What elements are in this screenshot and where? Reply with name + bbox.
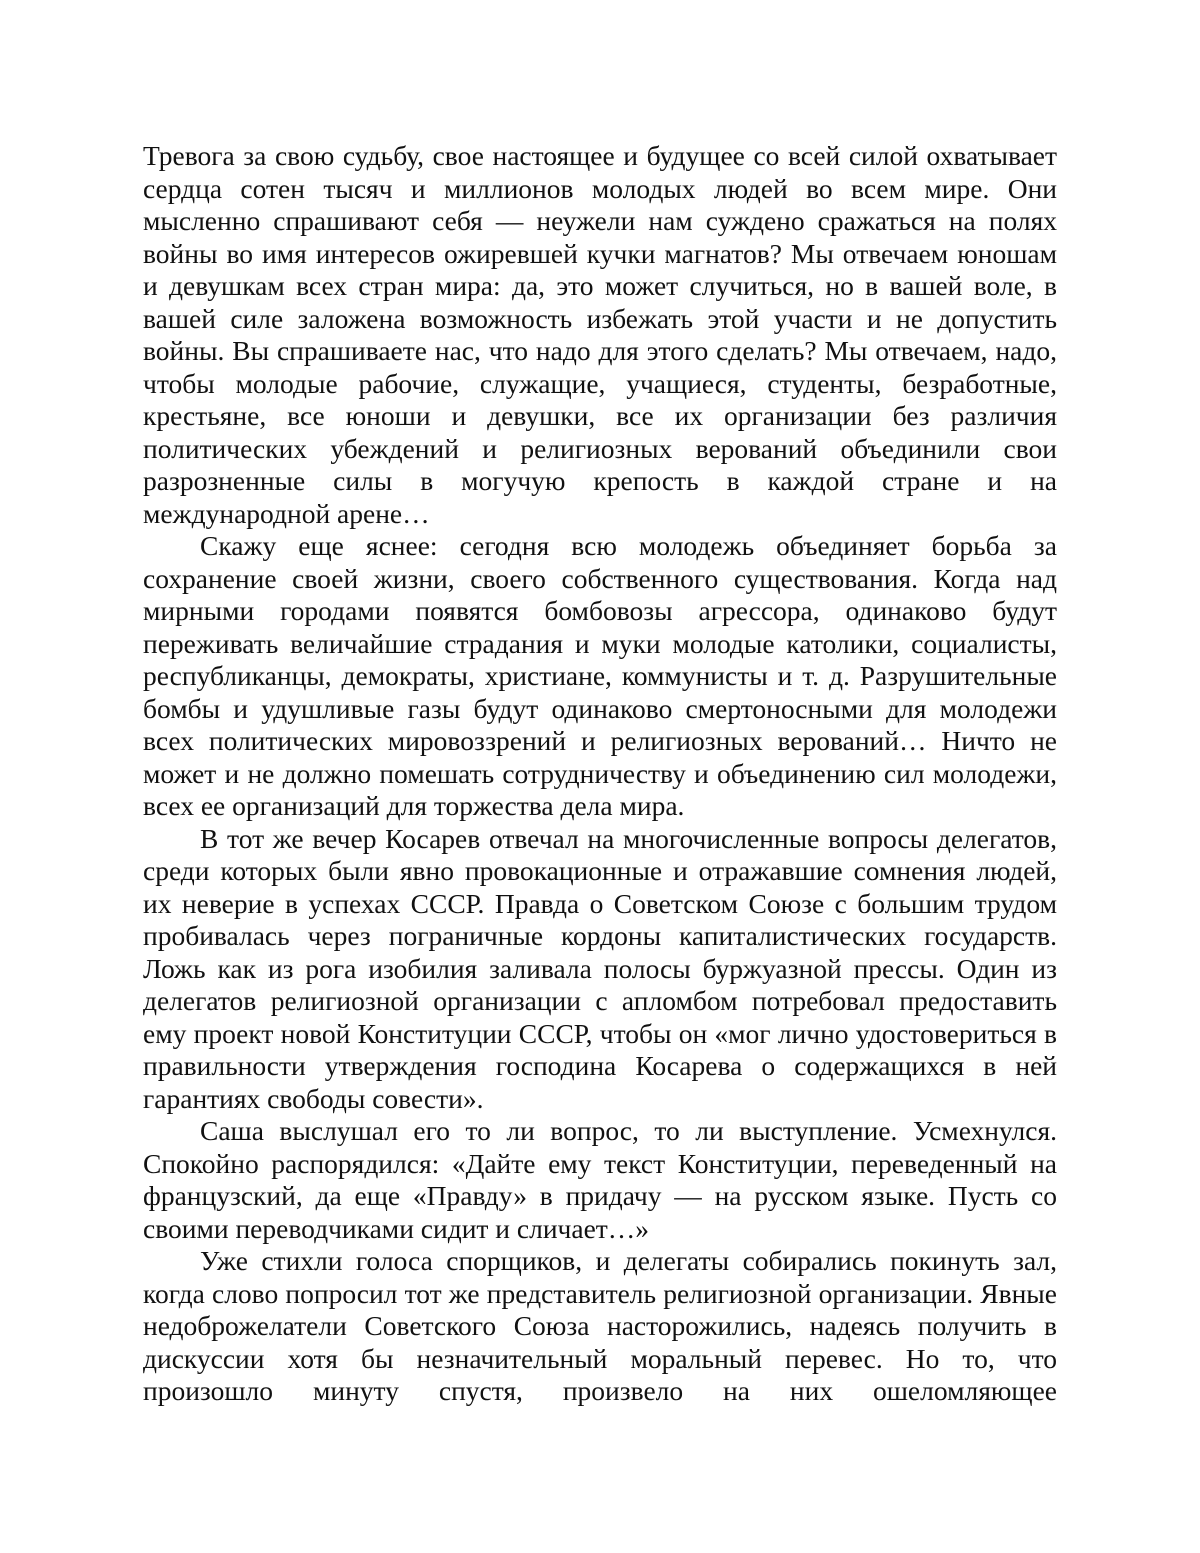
paragraph-4: Саша выслушал его то ли вопрос, то ли выступление. Усмехнулся. Спокойно распорядился: «Дайте ему текст Конституции, переведенный на французский, да еще «Правду» в придачу — на русском языке. Пусть со своими переводчиками сидит и сличает…» <box>143 1115 1057 1244</box>
paragraph-2: Скажу еще яснее: сегодня всю молодежь объединяет борьба за сохранение своей жизни, своего собственного существования. Когда над мирными городами появятся бомбовозы агрессора, одинаково будут переживать величайшие страдания и муки молодые католики, социалисты, республиканцы, демократы, христиане, коммунисты и т. д. Разрушительные бомбы и удушливые газы будут одинаково смертоносными для молодежи всех политических мировоззрений и религиозных верований… Ничто не может и не должно помешать сотрудничеству и объединению сил молодежи, всех ее организаций для торжества дела мира. <box>143 530 1057 821</box>
paragraph-5: Уже стихли голоса спорщиков, и делегаты собирались покинуть зал, когда слово попросил тот же представитель религиозной организации. Явные недоброжелатели Советского Союза насторожились, надеясь получить в дискуссии хотя бы незначительный моральный перевес. Но то, что произошло минуту спустя, произвело на них ошеломляющее <box>143 1245 1057 1406</box>
document-page <box>143 140 1057 1408</box>
paragraph-3: В тот же вечер Косарев отвечал на многочисленные вопросы делегатов, среди которых были явно провокационные и отражавшие сомнения людей, их неверие в успехах СССР. Правда о Советском Союзе с большим трудом пробивалась через пограничные кордоны капиталистических государств. Ложь как из рога изобилия заливала полосы буржуазной прессы. Один из делегатов религиозной организации с апломбом потребовал предоставить ему проект новой Конституции СССР, чтобы он «мог лично удостовериться в правильности утверждения господина Косарева о содержащихся в ней гарантиях свободы совести». <box>143 822 1057 1114</box>
paragraph-1: Тревога за свою судьбу, свое настоящее и будущее со всей силой охватывает сердца сотен тысяч и миллионов молодых людей во всем мире. Они мысленно спрашивают себя — неужели нам суждено сражаться на полях войны во имя интересов ожиревшей кучки магнатов? Мы отвечаем юношам и девушкам всех стран мира: да, это может случиться, но в вашей воле, в вашей силе заложена возможность избежать этой участи и не допустить войны. Вы спрашиваете нас, что надо для этого сделать? Мы отвечаем, надо, чтобы молодые рабочие, служащие, учащиеся, студенты, безработные, крестьяне, все юноши и девушки, все их организации без различия политических убеждений и религиозных верований объединили свои разрозненные силы в могучую крепость в каждой стране и на международной арене… <box>143 140 1057 529</box>
